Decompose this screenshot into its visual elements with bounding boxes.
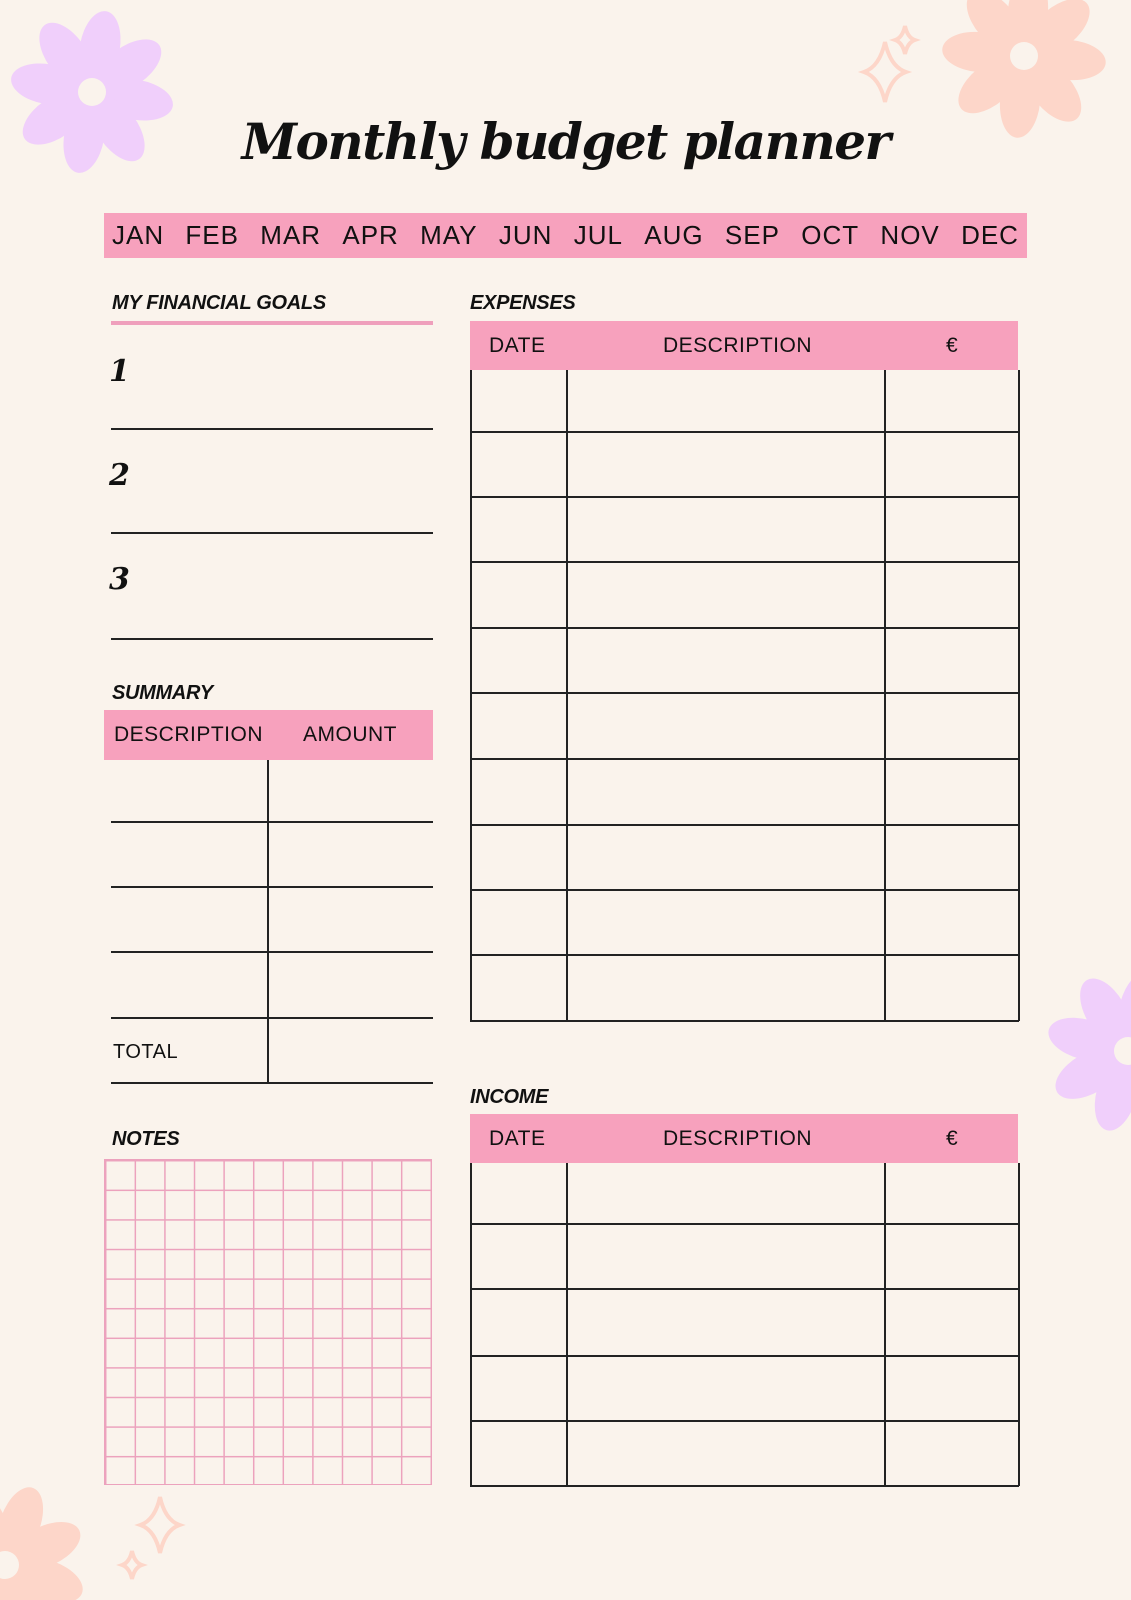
expenses-date-cell[interactable] — [470, 824, 566, 889]
income-row-line — [470, 1485, 1019, 1487]
income-header — [470, 1114, 1018, 1163]
flower-icon — [0, 1481, 89, 1600]
expenses-date-cell[interactable] — [470, 431, 566, 496]
income-date-cell[interactable] — [470, 1223, 566, 1288]
expenses-label: EXPENSES — [470, 292, 576, 314]
summary-description-cell[interactable] — [111, 760, 267, 821]
expenses-amount-cell[interactable] — [884, 627, 1018, 692]
income-amount-cell[interactable] — [884, 1355, 1018, 1420]
sparkle-icon — [895, 26, 915, 54]
expenses-description-cell[interactable] — [566, 954, 884, 1020]
expenses-amount-cell[interactable] — [884, 370, 1018, 431]
summary-amount-cell[interactable] — [268, 760, 433, 821]
income-date-cell[interactable] — [470, 1355, 566, 1420]
income-label: INCOME — [470, 1086, 549, 1108]
income-date-cell[interactable] — [470, 1420, 566, 1485]
expenses-amount-cell[interactable] — [884, 889, 1018, 954]
month-dec[interactable]: DEC — [961, 220, 1019, 250]
expenses-description-cell[interactable] — [566, 370, 884, 431]
page-title: Monthly budget planner — [241, 112, 890, 171]
month-oct[interactable]: OCT — [801, 220, 860, 250]
goal-number: 3 — [109, 562, 130, 597]
month-nov[interactable]: NOV — [880, 220, 940, 250]
sparkle-icon — [140, 1497, 179, 1553]
month-selector — [104, 213, 1027, 258]
expenses-header — [470, 321, 1018, 370]
income-description-cell[interactable] — [566, 1288, 884, 1355]
summary-description-cell[interactable] — [111, 951, 267, 1017]
summary-amount-cell[interactable] — [268, 1017, 433, 1082]
notes-grid[interactable] — [104, 1159, 432, 1485]
goal-line — [111, 428, 433, 430]
expenses-description-cell[interactable] — [566, 561, 884, 627]
expenses-date-cell[interactable] — [470, 692, 566, 758]
goal-number: 1 — [109, 354, 130, 389]
expenses-date-cell[interactable] — [470, 627, 566, 692]
expenses-amount-cell[interactable] — [884, 561, 1018, 627]
goal-number: 2 — [109, 458, 130, 493]
expenses-date-cell[interactable] — [470, 758, 566, 824]
income-description-cell[interactable] — [566, 1420, 884, 1485]
goal-line — [111, 532, 433, 534]
expenses-description-cell[interactable] — [566, 758, 884, 824]
expenses-amount-cell[interactable] — [884, 758, 1018, 824]
expenses-description-cell[interactable] — [566, 692, 884, 758]
notes-label: NOTES — [112, 1128, 180, 1150]
income-header-amount: € — [946, 1126, 959, 1150]
expenses-border-right — [1018, 370, 1020, 1021]
month-mar[interactable]: MAR — [260, 220, 322, 250]
income-amount-cell[interactable] — [884, 1163, 1018, 1223]
expenses-header-amount: € — [946, 333, 959, 357]
summary-description-cell[interactable] — [111, 821, 267, 886]
expenses-description-cell[interactable] — [566, 431, 884, 496]
summary-total-label: TOTAL — [113, 1041, 179, 1063]
flower-icon — [1044, 967, 1131, 1136]
income-header-description: DESCRIPTION — [663, 1126, 813, 1150]
goal-input-2[interactable] — [140, 450, 433, 500]
summary-header — [104, 710, 433, 760]
expenses-date-cell[interactable] — [470, 561, 566, 627]
expenses-amount-cell[interactable] — [884, 954, 1018, 1020]
month-jun[interactable]: JUN — [498, 220, 553, 250]
expenses-date-cell[interactable] — [470, 889, 566, 954]
income-amount-cell[interactable] — [884, 1288, 1018, 1355]
income-header-date: DATE — [489, 1126, 546, 1150]
goals-label: MY FINANCIAL GOALS — [112, 292, 326, 314]
goal-input-1[interactable] — [140, 346, 433, 396]
month-jan[interactable]: JAN — [112, 220, 165, 250]
summary-amount-cell[interactable] — [268, 951, 433, 1017]
summary-amount-cell[interactable] — [268, 886, 433, 951]
income-description-cell[interactable] — [566, 1223, 884, 1288]
goals-underline — [111, 321, 433, 325]
summary-header-description: DESCRIPTION — [114, 723, 264, 746]
expenses-amount-cell[interactable] — [884, 431, 1018, 496]
summary-header-amount: AMOUNT — [303, 723, 397, 746]
expenses-description-cell[interactable] — [566, 889, 884, 954]
expenses-date-cell[interactable] — [470, 954, 566, 1020]
expenses-row-line — [470, 1020, 1019, 1022]
summary-label: SUMMARY — [112, 682, 213, 704]
month-feb[interactable]: FEB — [185, 220, 239, 250]
sparkle-icon — [864, 42, 906, 102]
goal-input-3[interactable] — [140, 554, 433, 604]
sparkle-icon — [122, 1551, 142, 1579]
month-may[interactable]: MAY — [420, 220, 478, 250]
expenses-date-cell[interactable] — [470, 370, 566, 431]
month-sep[interactable]: SEP — [724, 220, 780, 250]
expenses-amount-cell[interactable] — [884, 496, 1018, 561]
expenses-description-cell[interactable] — [566, 496, 884, 561]
income-amount-cell[interactable] — [884, 1420, 1018, 1485]
income-amount-cell[interactable] — [884, 1223, 1018, 1288]
expenses-header-date: DATE — [489, 333, 546, 357]
expenses-description-cell[interactable] — [566, 627, 884, 692]
income-border-right — [1018, 1163, 1020, 1486]
goal-line — [111, 638, 433, 640]
month-aug[interactable]: AUG — [644, 220, 704, 250]
expenses-amount-cell[interactable] — [884, 692, 1018, 758]
income-date-cell[interactable] — [470, 1288, 566, 1355]
income-description-cell[interactable] — [566, 1163, 884, 1223]
expenses-description-cell[interactable] — [566, 824, 884, 889]
summary-row-line — [111, 1082, 433, 1084]
expenses-date-cell[interactable] — [470, 496, 566, 561]
income-date-cell[interactable] — [470, 1163, 566, 1223]
summary-description-cell[interactable] — [111, 886, 267, 951]
month-jul[interactable]: JUL — [573, 220, 623, 250]
summary-column-divider — [267, 760, 269, 1082]
expenses-header-description: DESCRIPTION — [663, 333, 813, 357]
income-description-cell[interactable] — [566, 1355, 884, 1420]
month-apr[interactable]: APR — [342, 220, 399, 250]
summary-amount-cell[interactable] — [268, 821, 433, 886]
expenses-amount-cell[interactable] — [884, 824, 1018, 889]
